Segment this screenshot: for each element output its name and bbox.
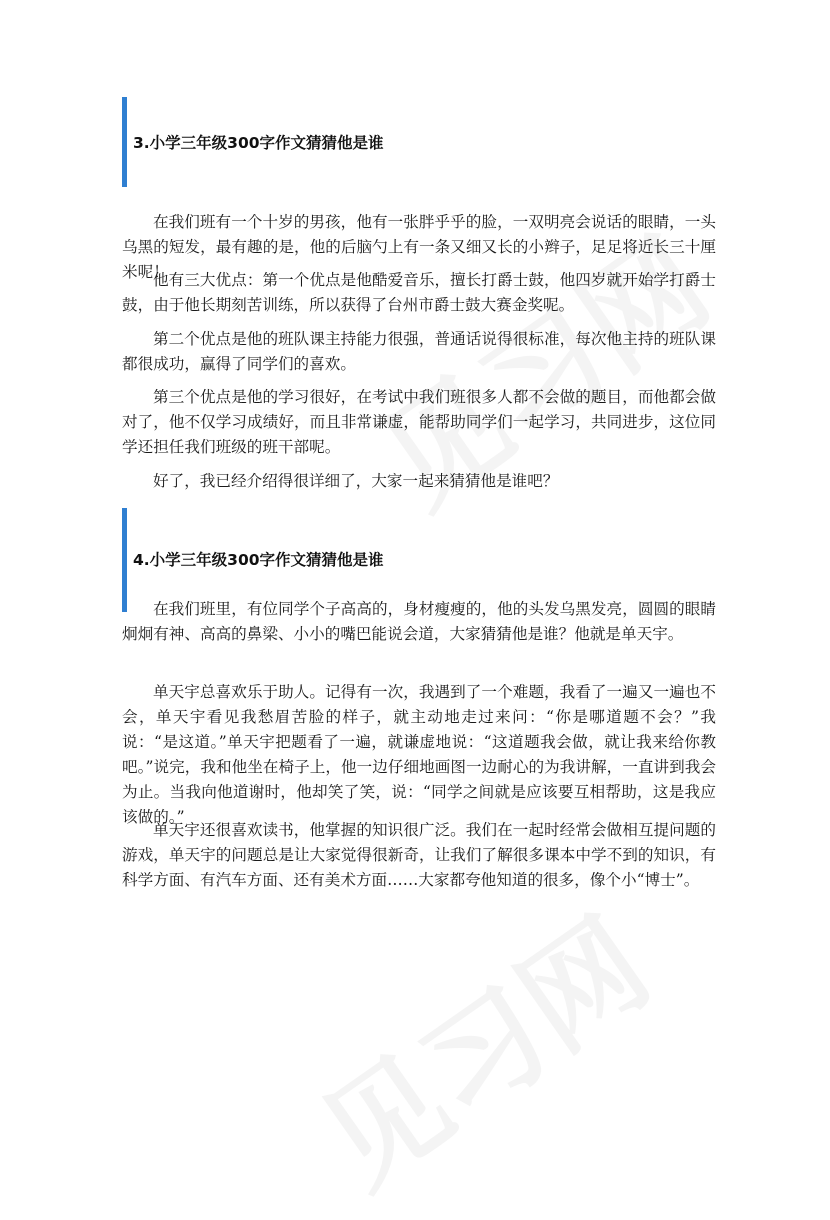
paragraph: 第三个优点是他的学习很好，在考试中我们班很多人都不会做的题目，而他都会做对了，他不仅学习成绩好，而且非常谦虚，能帮助同学们一起学习，共同进步，这位同学还担任我们班级的班干部呢。 [122,388,716,456]
paragraph: 第二个优点是他的班队课主持能力很强，普通话说得很标准，每次他主持的班队课都很成功，赢得了同学们的喜欢。 [122,330,716,373]
paragraph: 在我们班有一个十岁的男孩，他有一张胖乎乎的脸，一双明亮会说话的眼睛，一头乌黑的短发，最有趣的是，他的后脑勺上有一条又细又长的小辫子，足足将近长三十厘米呢！ [122,213,716,281]
paragraph: 他有三大优点：第一个优点是他酷爱音乐，擅长打爵士鼓，他四岁就开始学打爵士鼓，由于他长期刻苦训练，所以获得了台州市爵士鼓大赛金奖呢。 [122,271,716,314]
paragraph: 好了，我已经介绍得很详细了，大家一起来猜猜他是谁吧？ [153,472,559,490]
heading-text: 4.小学三年级300字作文猜猜他是谁 [133,551,384,569]
section-heading-3 [122,97,713,187]
heading-text: 3.小学三年级300字作文猜猜他是谁 [133,134,384,152]
watermark [283,872,677,1219]
paragraph: 单天宇还很喜欢读书，他掌握的知识很广泛。我们在一起时经常会做相互提问题的游戏，单天宇的问题总是让大家觉得很新奇，让我们了解很多课本中学不到的知识，有科学方面、有汽车方面、还有美术方面……大家都夸他知道的很多，像个小“博士”。 [122,821,716,889]
paragraph: 单天宇总喜欢乐于助人。记得有一次，我遇到了一个难题，我看了一遍又一遍也不会，单天宇看见我愁眉苦脸的样子，就主动地走过来问：“你是哪道题不会？”我说：“是这道。”单天宇把题看了一遍，就谦虚地说：“这道题我会做，就让我来给你教吧。”说完，我和他坐在椅子上，他一边仔细地画图一边耐心的为我讲解，一直讲到我会为止。当我向他道谢时，他却笑了笑，说：“同学之间就是应该要互相帮助，这是我应该做的。” [122,683,716,826]
paragraph: 在我们班里，有位同学个子高高的，身材瘦瘦的，他的头发乌黑发亮，圆圆的眼睛炯炯有神、高高的鼻梁、小小的嘴巴能说会道，大家猜猜他是谁？他就是单天宇。 [122,600,716,643]
